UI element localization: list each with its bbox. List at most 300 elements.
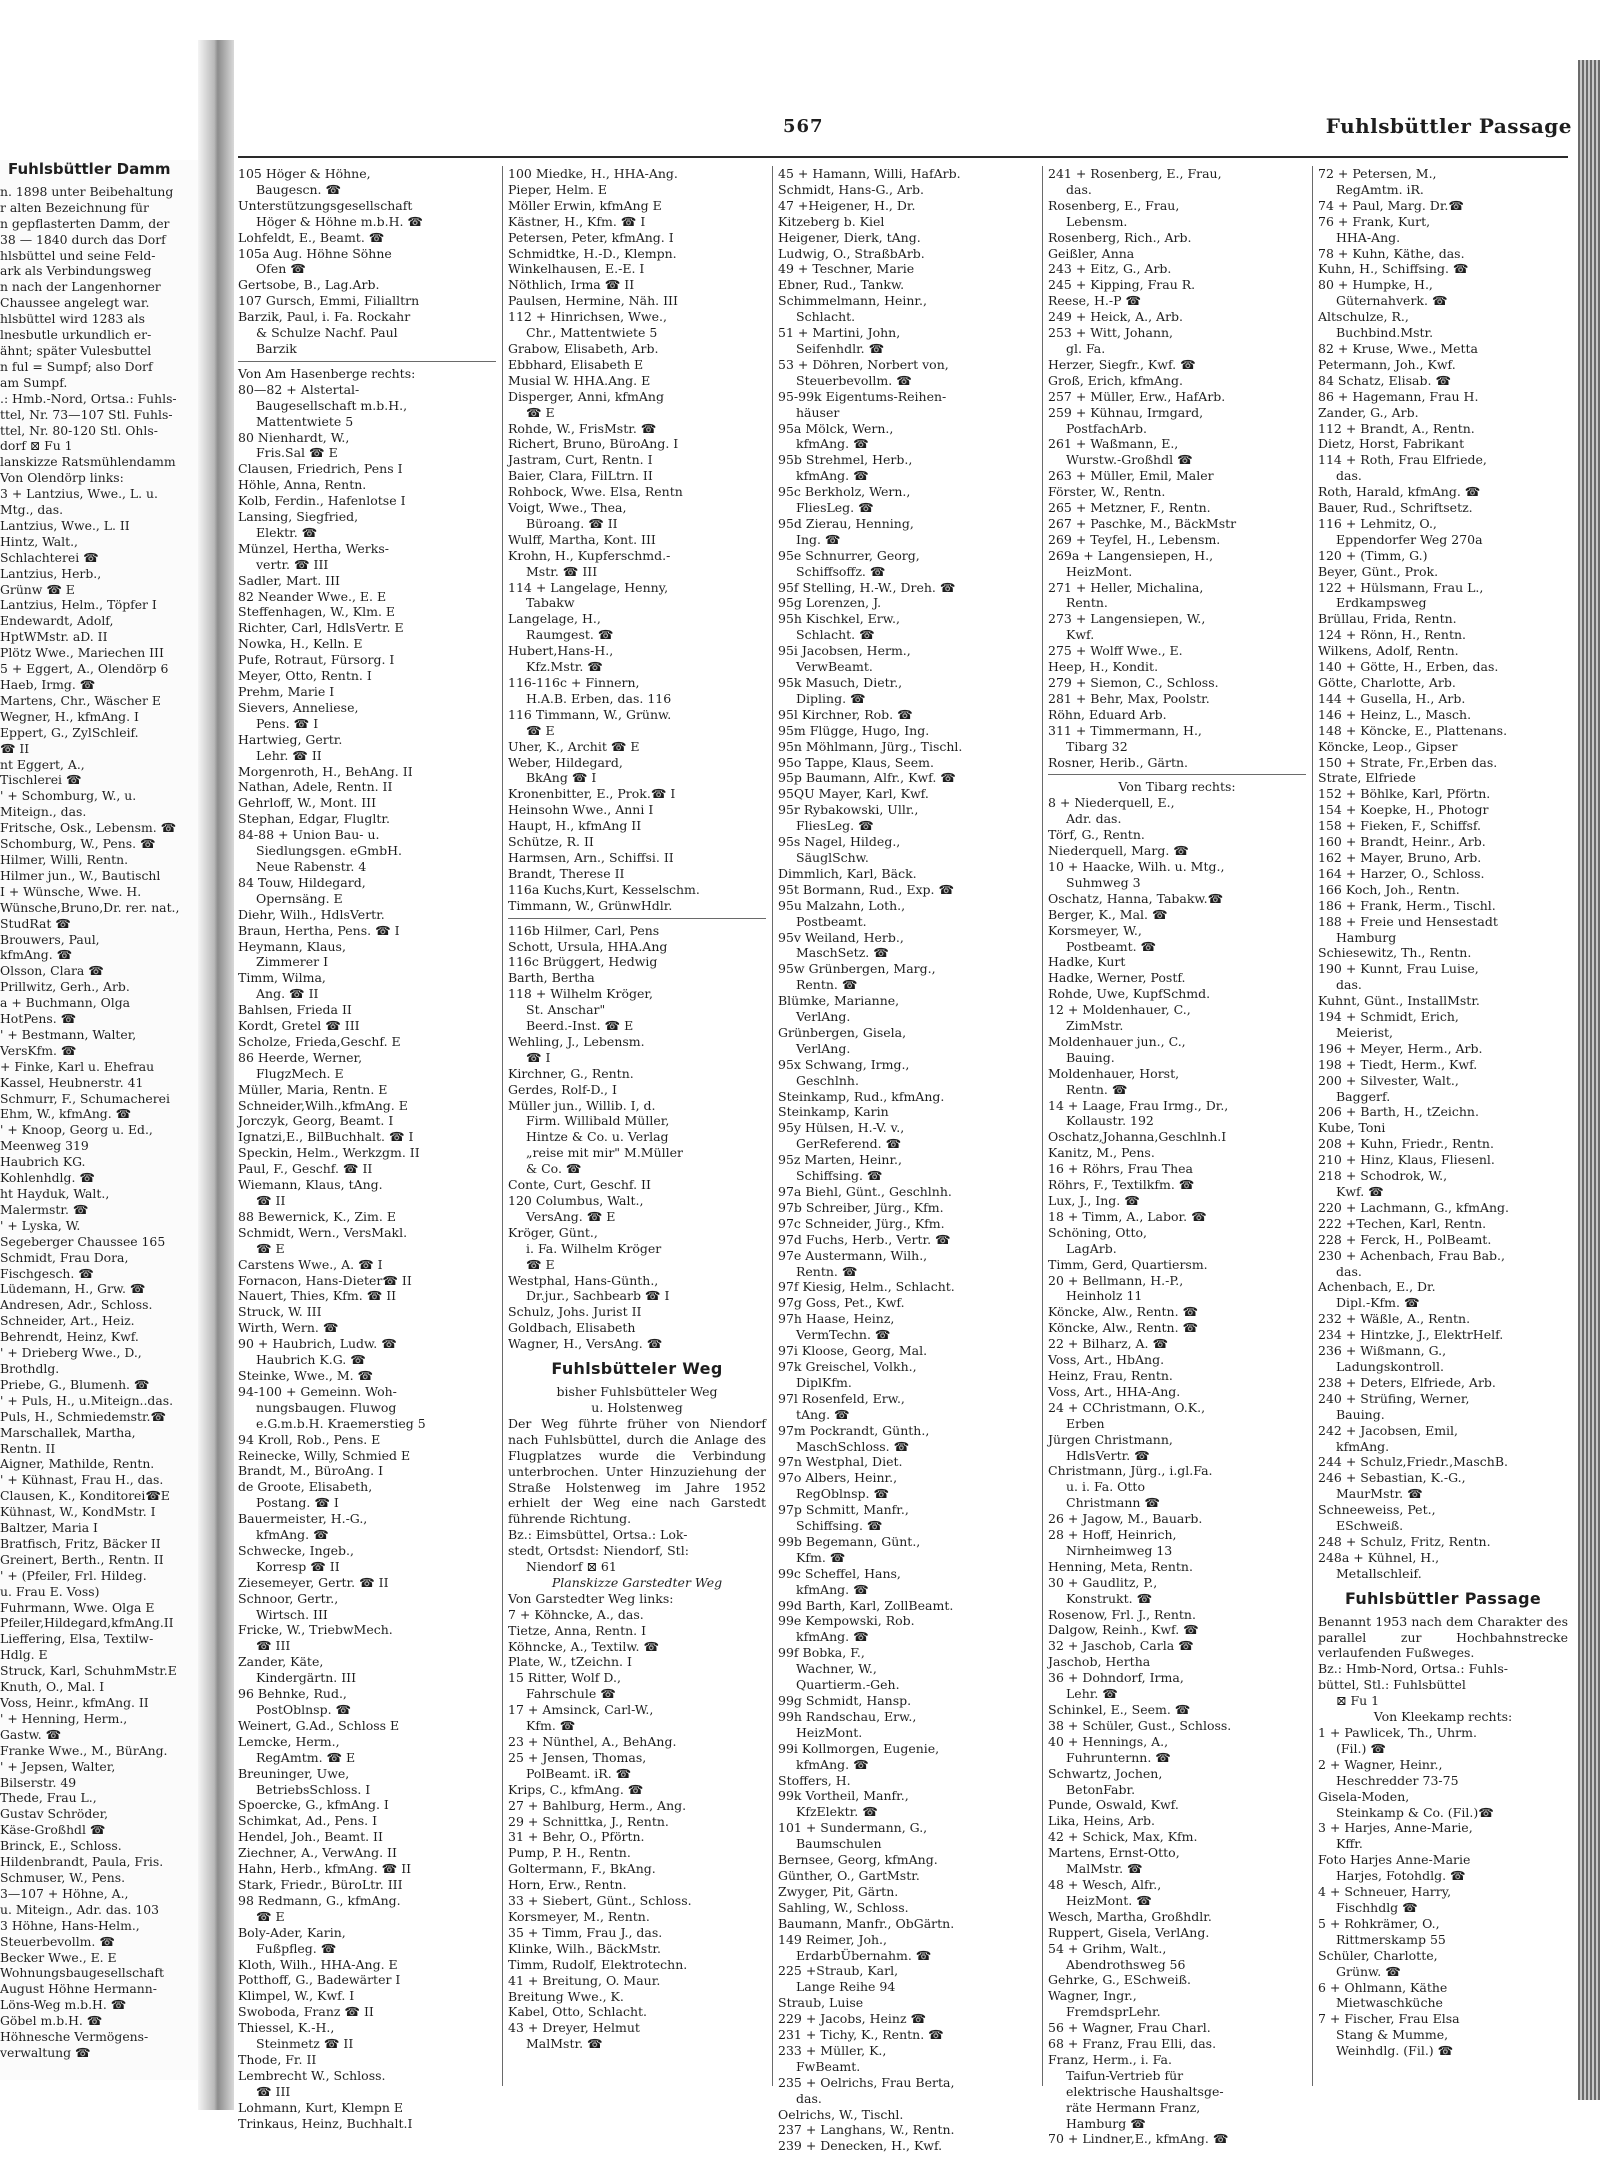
directory-entry-line: 88 Bewernick, K., Zim. E [238,1208,396,1224]
directory-entry-line: 243 + Eitz, G., Arb. [1048,261,1172,277]
directory-entry-line: 236 + Wißmann, G., [1318,1343,1447,1359]
entry-continuation-line: Güternahverk. ☎ [1336,293,1448,309]
directory-entry-line: Voss, Art., HbAng. [1048,1352,1165,1368]
entry-continuation-line: Wachner, W., [796,1661,877,1677]
left-entry-line: Gastw. ☎ [0,1726,62,1742]
directory-entry-line: Dalgow, Reinh., Kwf. ☎ [1048,1622,1199,1638]
directory-entry-line: 122 + Hülsmann, Frau L., [1318,579,1484,595]
entry-continuation-line: Höger & Höhne m.b.H. ☎ [256,213,423,229]
left-entry-line: n ful = Sumpf; also Dorf [0,358,153,374]
directory-entry-line: 152 + Böhlke, Karl, Pförtn. [1318,786,1491,802]
directory-entry-line: Wehling, J., Lebensm. [508,1033,645,1049]
directory-entry-line: 97c Schneider, Jürg., Kfm. [778,1215,945,1231]
directory-entry-line: 246 + Sebastian, K.-G., [1318,1470,1466,1486]
entry-continuation-line: Buchbind.Mstr. [1336,325,1434,341]
entry-continuation-line: St. Anschar" [526,1002,606,1018]
directory-entry-line: Reinecke, Willy, Schmied E [238,1447,411,1463]
directory-entry-line: 120 + (Timm, G.) [1318,547,1428,563]
directory-entry-line: Fornacon, Hans-Dieter☎ II [238,1272,412,1288]
entry-continuation-line: Lehr. ☎ [1066,1686,1118,1702]
directory-entry-line: 12 + Moldenhauer, C., [1048,1002,1191,1018]
directory-entry-line: 188 + Freie und Hensestadt [1318,913,1498,929]
entry-continuation-line: HdlsVertr. ☎ [1066,1447,1150,1463]
directory-entry-line: Rosenow, Frl. J., Rentn. [1048,1606,1196,1622]
directory-entry-line: Harmsen, Arn., Schiffsi. II [508,849,674,865]
entry-continuation-line: Opernsäng. E [256,890,343,906]
left-entry-line: + Finke, Karl u. Ehefrau [0,1058,155,1074]
directory-entry-line: Ziesemeyer, Gertr. ☎ II [238,1574,389,1590]
directory-entry-line: 80 + Humpke, H., [1318,277,1433,293]
directory-entry-line: 244 + Schulz,Friedr.,MaschB. [1318,1454,1508,1470]
directory-entry-line: Braun, Hertha, Pens. ☎ I [238,922,400,938]
directory-entry-line: 95f Stelling, H.-W., Dreh. ☎ [778,579,956,595]
directory-entry-line: Spoercke, G., kfmAng. I [238,1797,389,1813]
directory-entry-line: 95k Masuch, Dietr., [778,675,903,690]
entry-continuation-line: Bauing. [1336,1406,1385,1422]
entry-continuation-line: Schiffsing. ☎ [796,1518,883,1534]
directory-entry-line: Dietz, Horst, Fabrikant [1318,436,1465,452]
directory-entry-line: Petermann, Joh., Kwf. [1318,356,1456,372]
entry-continuation-line: FwBeamt. [796,2058,861,2074]
left-entry-line: u. Miteign., Adr. das. 103 [0,1901,160,1917]
entry-continuation-line: ☎ I [526,1049,551,1065]
directory-entry-line: Müller jun., Willib. I, d. [508,1097,656,1113]
entry-continuation-line: i. Fa. Wilhelm Kröger [526,1240,662,1256]
directory-entry-line: Uher, K., Archit ☎ E [508,738,640,754]
directory-entry-line: Wilkens, Adolf, Rentn. [1318,643,1459,659]
directory-entry-line: Lansing, Siegfried, [238,509,359,525]
directory-entry-line: Zander, Käte, [238,1654,324,1670]
left-entry-line: Miteign., das. [0,804,87,820]
entry-continuation-line: VermTechn. ☎ [796,1327,891,1343]
left-entry-line: Clausen, K., Konditorei☎E [0,1488,170,1504]
directory-entry-line: Wesch, Martha, Großhdlr. [1048,1908,1212,1924]
directory-entry-line: 228 + Ferck, H., PolBeamt. [1318,1231,1492,1247]
entry-continuation-line: Ladungskontroll. [1336,1358,1444,1374]
directory-entry-line: 149 Reimer, Joh., [778,1931,887,1947]
directory-entry-line: Franz, Herm., i. Fa. [1048,2051,1172,2067]
directory-entry-line: Heigener, Dierk, tAng. [778,229,921,245]
directory-entry-line: Reese, H.-P ☎ [1048,293,1142,309]
entry-continuation-line: Neue Rabenstr. 4 [256,858,367,874]
directory-entry-line: 7 + Fischer, Frau Elsa [1318,2011,1460,2027]
directory-entry-line: 94-100 + Gemeinn. Woh- [238,1383,397,1399]
entry-continuation-line: Fußpfleg. ☎ [256,1940,337,1956]
directory-entry-line: Groß, Erich, kfmAng. [1048,372,1183,388]
entry-continuation-line: Fischhdlg ☎ [1336,1899,1418,1915]
directory-entry-line: Jürgen Christmann, [1048,1431,1173,1447]
entry-continuation-line: Schlacht. [796,309,856,325]
directory-entry-line: 241 + Rosenberg, E., Frau, [1048,166,1222,181]
directory-entry-line: 271 + Heller, Michalina, [1048,579,1204,595]
entry-continuation-line: LagArb. [1066,1240,1117,1256]
directory-entry-line: Schmidt, Hans-G., Arb. [778,181,924,197]
entry-continuation-line: Heinholz 11 [1066,1288,1143,1304]
directory-entry-line: 198 + Tiedt, Herm., Kwf. [1318,1056,1478,1072]
directory-entry-line: 32 + Jaschob, Carla ☎ [1048,1638,1194,1654]
left-entry-line: Hilmer, Willi, Rentn. [0,851,129,867]
entry-continuation-line: Fuhrunternn. ☎ [1066,1749,1171,1765]
directory-entry-line: 95l Kirchner, Rob. ☎ [778,706,913,722]
left-entry-line: Brothdlg. [0,1360,60,1376]
directory-entry-line: Swoboda, Franz ☎ II [238,2004,374,2020]
directory-entry-line: 105 Höger & Höhne, [238,166,371,181]
directory-entry-line: 29 + Schnittka, J., Rentn. [508,1813,669,1829]
directory-entry-line: Musial W. HHA.Ang. E [508,372,651,388]
left-entry-line: Lantzius, Herb., [0,565,102,581]
entry-continuation-line: nungsbaugen. Fluwog [256,1399,397,1415]
entry-continuation-line: Chr., Mattentwiete 5 [526,325,658,341]
left-entry-line: Wünsche,Bruno,Dr. rer. nat., [0,899,180,915]
directory-entry-line: Ignatzi,E., BilBuchhalt. ☎ I [238,1129,414,1145]
entry-continuation-line: VerwBeamt. [796,659,873,675]
directory-entry-line: 249 + Heick, A., Arb. [1048,309,1184,325]
directory-entry-line: 97g Goss, Pet., Kwf. [778,1295,905,1311]
directory-entry-line: Scholze, Frieda,Geschf. E [238,1033,401,1049]
directory-entry-line: 97n Westphal, Diet. [778,1454,903,1470]
left-entry-line: u. Frau E. Voss) [0,1583,100,1599]
entry-continuation-line: Elektr. ☎ [256,524,318,540]
directory-entry-line: 47 +Heigener, H., Dr. [778,197,916,213]
directory-entry-line: 95o Tappe, Klaus, Seem. [778,754,934,770]
directory-entry-line: Sadler, Mart. III [238,572,340,588]
directory-entry-line: Paulsen, Hermine, Näh. III [508,293,678,309]
entry-continuation-line: das. [1336,1263,1362,1279]
directory-entry-line: 222 +Techen, Karl, Rentn. [1318,1215,1487,1231]
entry-continuation-line: Nirnheimweg 13 [1066,1542,1173,1558]
directory-entry-line: Lembrecht W., Schloss. [238,2067,386,2083]
left-entry-line: Lieffering, Elsa, Textilw- [0,1631,154,1647]
entry-continuation-line: Ing. ☎ [796,531,841,547]
left-entry-line: Tischlerei ☎ [0,772,82,788]
left-entry-line: Olsson, Clara ☎ [0,963,104,979]
directory-entry-line: Fricke, W., TriebwMech. [238,1622,393,1638]
left-entry-line: ' + Knoop, Georg u. Ed., [0,1122,153,1138]
directory-entry-line: Voss, Art., HHA-Ang. [1048,1383,1181,1399]
entry-continuation-line: RegAmtm. ☎ E [256,1749,356,1765]
left-entry-line: Schneider, Art., Heiz. [0,1313,135,1329]
left-entry-line: ' + Kühnast, Frau H., das. [0,1472,164,1488]
directory-entry-line: Schiesewitz, Th., Rentn. [1318,945,1472,961]
directory-entry-line: Bernsee, Georg, kfmAng. [778,1852,938,1868]
directory-entry-line: 97l Rosenfeld, Erw., [778,1390,905,1406]
left-entry-line: Lüdemann, H., Grw. ☎ [0,1281,146,1297]
directory-entry-line: 238 + Deters, Elfriede, Arb. [1318,1374,1496,1390]
left-entry-line: Martens, Chr., Wäscher E [0,692,161,708]
directory-entry-line: 95y Hülsen, H.-V. v., [778,1120,905,1136]
directory-entry-line: Foto Harjes Anne-Marie [1318,1852,1471,1868]
directory-entry-line: 114 + Roth, Frau Elfriede, [1318,452,1487,468]
entry-continuation-line: Meierist, [1336,1024,1393,1040]
directory-column-3 [778,166,1036,2154]
directory-entry-line: 200 + Silvester, Walt., [1318,1072,1459,1088]
directory-entry-line: Nowka, H., Kelln. E [238,636,363,652]
directory-entry-line: 23 + Nünthel, A., BehAng. [508,1734,677,1749]
directory-entry-line: 95r Rybakowski, Ullr., [778,802,919,818]
directory-entry-line: Köhncke, A., Textilw. ☎ [508,1638,660,1654]
left-entry-line: August Höhne Hermann- [0,1981,157,1997]
directory-entry-line: 95i Jacobsen, Herm., [778,643,911,659]
entry-continuation-line: Kollaustr. 192 [1066,1113,1154,1129]
directory-entry-line: 82 + Kruse, Wwe., Metta [1318,340,1479,356]
entry-continuation-line: PolBeamt. iR. ☎ [526,1765,632,1781]
entry-continuation-line: Dipling. ☎ [796,690,866,706]
entry-continuation-line: Kfz.Mstr. ☎ [526,659,603,675]
entry-continuation-line: ☎ E [256,1240,285,1256]
left-entry-line: kfmAng. ☎ [0,947,73,963]
entry-continuation-line: ☎ E [526,1256,555,1272]
directory-entry-line: 237 + Langhans, W., Rentn. [778,2122,955,2138]
directory-entry-line: Schinkel, E., Seem. ☎ [1048,1702,1191,1717]
directory-entry-line: Korsmeyer, W., [1048,922,1142,938]
directory-entry-line: Timm, Gerd, Quartiersm. [1048,1256,1208,1272]
directory-entry-line: 248 + Schulz, Fritz, Rentn. [1318,1533,1491,1549]
directory-entry-line: Kanitz, M., Pens. [1048,1145,1155,1161]
directory-entry-line: 5 + Rohkrämer, O., [1318,1915,1440,1931]
directory-entry-line: 95a Mölck, Wern., [778,420,894,436]
running-header [238,114,1578,154]
directory-entry-line: 101 + Sundermann, G., [778,1820,928,1836]
left-entry-line: Segeberger Chaussee 165 [0,1233,166,1249]
directory-entry-line: 112 + Hinrichsen, Wwe., [508,309,667,325]
entry-continuation-line: kfmAng. ☎ [796,1756,869,1772]
entry-continuation-line: HeizMont. [796,1724,863,1740]
directory-entry-line: 42 + Schick, Max, Kfm. [1048,1829,1198,1845]
directory-entry-line: Günther, O., GartMstr. [778,1867,920,1883]
entry-continuation-line: PostOblnsp. ☎ [256,1702,352,1717]
entry-continuation-line: KfzElektr. ☎ [796,1804,878,1820]
entry-continuation-line: gl. Fa. [1066,340,1106,356]
entry-continuation-line: VersAng. ☎ E [526,1208,616,1224]
directory-entry-line: Beyer, Günt., Prok. [1318,563,1439,579]
directory-entry-line: Westphal, Hans-Günth., [508,1272,659,1288]
entry-continuation-line: ESchweiß. [1336,1518,1404,1534]
directory-entry-line: 95m Flügge, Hugo, Ing. [778,722,930,738]
directory-entry-line: Ziechner, A., VerwAng. II [238,1845,397,1861]
directory-entry-line: 94 Kroll, Rob., Pens. E [238,1431,381,1447]
left-entry-line: StudRat ☎ [0,915,71,931]
directory-entry-line: Wirth, Wern. ☎ [238,1320,339,1336]
directory-entry-line: Dimmlich, Karl, Bäck. [778,865,917,881]
left-entry-line: Chaussee angelegt war. [0,295,150,311]
left-entry-line: Voss, Heinr., kfmAng. II [0,1695,149,1710]
entry-continuation-line: Hamburg [1336,929,1397,945]
directory-entry-line: 99d Barth, Karl, ZollBeamt. [778,1597,954,1613]
directory-entry-line: 97f Kiesig, Helm., Schlacht. [778,1279,955,1295]
directory-entry-line: Baumann, Manfr., ObGärtn. [778,1915,955,1931]
left-entry-line: Schlachterei ☎ [0,549,99,565]
directory-entry-line: 96 Behnke, Rud., [238,1686,347,1702]
entry-continuation-line: Kwf. [1066,627,1095,643]
entry-continuation-line: Seifenhdlr. ☎ [796,340,885,356]
directory-entry-line: 232 + Wäßle, A., Rentn. [1318,1311,1471,1327]
entry-continuation-line: FremdsprLehr. [1066,2004,1161,2020]
entry-continuation-line: das. [1336,977,1362,993]
directory-entry-line: 95n Möhlmann, Jürg., Tischl. [778,738,963,754]
left-entry-line: ' + Lyska, W. [0,1217,81,1233]
directory-entry-line: 98 Redmann, G., kfmAng. [238,1892,401,1908]
entry-continuation-line: Ofen ☎ [256,261,306,277]
entry-continuation-line: Pens. ☎ I [256,715,319,731]
directory-entry-line: Boly-Ader, Karin, [238,1924,346,1940]
directory-entry-line: Hendel, Joh., Beamt. II [238,1829,383,1845]
directory-entry-line: 40 + Hennings, A., [1048,1733,1169,1749]
entry-continuation-line: ☎ E [526,722,555,738]
directory-entry-line: 97p Schmitt, Manfr., [778,1502,909,1518]
directory-entry-line: Kästner, H., Kfm. ☎ I [508,213,646,229]
directory-entry-line: 99c Scheffel, Hans, [778,1565,901,1581]
entry-continuation-line: Eppendorfer Weg 270a [1336,531,1483,547]
entry-continuation-line: Mstr. ☎ III [526,563,598,579]
directory-entry-line: 144 + Gusella, H., Arb. [1318,690,1466,706]
directory-entry-line: Stephan, Edgar, Flugltr. [238,811,390,827]
section-rule [1048,774,1306,775]
directory-entry-line: Herzer, Siegfr., Kwf. ☎ [1048,356,1196,372]
directory-entry-line: 257 + Müller, Erw., HafArb. [1048,388,1226,404]
entry-continuation-line: ☎ III [256,1638,291,1654]
entry-continuation-line: Firm. Willibald Müller, [526,1113,670,1129]
right-page [238,100,1578,2154]
entry-continuation-line: Fahrschule ☎ [526,1686,616,1702]
directory-entry-line: 166 Koch, Joh., Rentn. [1318,881,1460,897]
left-entry-line: .: Hmb.-Nord, Ortsa.: Fuhls- [0,390,177,406]
entry-continuation-line: Mattentwiete 5 [256,413,354,429]
directory-entry-line: Rohde, Uwe, KupfSchmd. [1048,986,1211,1002]
directory-entry-line: 194 + Schmidt, Erich, [1318,1009,1459,1025]
directory-entry-line: 36 + Dohndorf, Irma, [1048,1670,1184,1686]
directory-entry-line: 51 + Martini, John, [778,325,901,341]
entry-continuation-line: FliesLeg. ☎ [796,818,874,834]
directory-entry-line: 154 + Koepke, H., Photogr [1318,802,1489,818]
left-entry-line: Käse-Großhdl ☎ [0,1822,106,1838]
left-entry-line: I + Wünsche, Wwe. H. [0,883,142,899]
directory-entry-line: Disperger, Anni, kfmAng [508,388,664,404]
directory-entry-line: 14 + Laage, Frau Irmg., Dr., [1048,1097,1229,1113]
left-entry-line: Schmurr, F., Schumacherei [0,1090,170,1106]
street-heading: Fuhlsbüttler Passage [1344,1588,1542,1608]
entry-continuation-line: kfmAng. ☎ [796,1581,869,1597]
directory-entry-line: 49 + Teschner, Marie [778,261,915,277]
entry-continuation-line: (Fil.) ☎ [1336,1740,1386,1756]
directory-entry-line: Brandt, Therese II [508,865,625,881]
left-entry-line: Ehm, W., kfmAng. ☎ [0,1106,132,1122]
entry-continuation-line: Rittmerskamp 55 [1336,1931,1446,1947]
directory-entry-line: Goltermann, F., BkAng. [508,1861,656,1877]
entry-continuation-line: Schlacht. ☎ [796,627,875,643]
directory-entry-line: 160 + Brandt, Heinr., Arb. [1318,834,1486,850]
directory-entry-line: 116c Brüggert, Hedwig [508,954,658,970]
entry-continuation-line: MalMstr. ☎ [526,2036,603,2052]
directory-entry-line: Timmann, W., GrünwHdlr. [508,897,673,913]
directory-entry-line: 150 + Strate, Fr.,Erben das. [1318,754,1498,770]
column-divider [502,166,503,2086]
directory-entry-line: Blümke, Marianne, [778,993,900,1009]
directory-entry-line: 116-116c + Finnern, [508,675,640,690]
directory-entry-line: 124 + Rönn, H., Rentn. [1318,627,1466,643]
directory-entry-line: Schott, Ursula, HHA.Ang [508,938,668,954]
directory-entry-line: 269 + Teyfel, H., Lebensm. [1048,531,1221,547]
left-entry-line: Wegner, H., kfmAng. I [0,708,139,724]
left-entry-line: Haeb, Irmg. ☎ [0,677,96,692]
entry-continuation-line: & Co. ☎ [526,1161,582,1177]
directory-entry-line: Lux, J., Ing. ☎ [1048,1193,1140,1208]
directory-entry-line: 190 + Kunnt, Frau Luise, [1318,961,1479,977]
directory-entry-line: Röhrs, F., Textilkfm. ☎ [1048,1177,1195,1193]
directory-entry-line: 2 + Wagner, Heinr., [1318,1756,1443,1772]
entry-continuation-line: ZimMstr. [1066,1018,1124,1034]
directory-entry-line: Geißler, Anna [1048,245,1135,261]
running-title: Fuhlsbüttler Passage [1325,114,1572,138]
entry-continuation-line: RegAmtm. iR. [1336,181,1424,197]
directory-entry-line: Jaschob, Hertha [1048,1654,1151,1670]
left-entry-line: Andresen, Adr., Schloss. [0,1297,153,1313]
directory-entry-line: Heinz, Frau, Rentn. [1048,1367,1173,1383]
directory-entry-line: Diehr, Wilh., HdlsVertr. [238,906,385,922]
directory-entry-line: 8 + Niederquell, E., [1048,795,1175,811]
entry-continuation-line: ErdarbÜbernahm. ☎ [796,1947,932,1963]
left-page-fragment [0,160,200,2080]
directory-entry-line: 95c Berkholz, Wern., [778,484,911,500]
left-entry-line: Schmuser, W., Pens. [0,1869,126,1885]
directory-entry-line: 95d Zierau, Henning, [778,515,914,531]
column-divider [1042,166,1043,2086]
directory-entry-line: 95QU Mayer, Karl, Kwf. [778,786,929,802]
directory-entry-line: büttel, Stl.: Fuhlsbüttel [1318,1677,1466,1693]
entry-continuation-line: VerlAng. [796,1009,851,1025]
directory-entry-line: 41 + Breitung, O. Maur. [508,1972,661,1988]
directory-entry-line: 107 Gursch, Emmi, Filialltrn [238,293,420,309]
left-entry-line: Wohnungsbaugesellschaft [0,1965,164,1981]
directory-entry-line: 116a Kuchs,Kurt, Kesselschm. [508,881,700,897]
directory-entry-line: Haupt, H., kfmAng II [508,818,642,834]
directory-entry-line: Breuninger, Uwe, [238,1765,350,1781]
left-entry-line: Hdlg. E [0,1647,48,1663]
directory-entry-line: Förster, W., Rentn. [1048,484,1166,500]
directory-entry-line: Pieper, Helm. E [508,181,607,197]
directory-entry-line: Gerdes, Rolf-D., I [508,1081,617,1097]
directory-entry-line: 231 + Tichy, K., Rentn. ☎ [778,2027,944,2043]
left-entry-line: hlsbüttel und seine Feld- [0,247,156,263]
entry-continuation-line: Rentn. ☎ [1066,1081,1128,1097]
left-entry-line: Fritsche, Osk., Lebensm. ☎ [0,820,177,836]
entry-continuation-line: ☎ E [256,1908,285,1924]
directory-entry-line: 1 + Pawlicek, Th., Uhrm. [1318,1725,1477,1740]
left-entry-line: Meenweg 319 [0,1138,89,1154]
directory-entry-line: 233 + Müller, K., [778,2042,887,2058]
directory-entry-line: Höhle, Anna, Rentn. [238,477,367,493]
directory-entry-line: Morgenroth, H., BehAng. II [238,763,413,779]
directory-entry-line: 208 + Kuhn, Friedr., Rentn. [1318,1136,1494,1152]
directory-entry-line: 116b Hilmer, Carl, Pens [508,922,660,938]
directory-entry-line: Kronenbitter, E., Prok.☎ I [508,786,676,802]
entry-continuation-line: Kfm. ☎ [796,1549,846,1565]
section-subheading: bisher Fuhlsbütteler Weg [556,1384,718,1400]
section-rule [238,361,496,362]
directory-entry-line: Schmidt, Wern., VersMakl. [238,1224,408,1240]
directory-entry-line: 164 + Harzer, O., Schloss. [1318,865,1485,881]
left-entry-line: 3—107 + Höhne, A., [0,1885,129,1901]
directory-entry-line: Kirchner, G., Rentn. [508,1065,634,1081]
entry-continuation-line: Kfm. ☎ [526,1718,576,1734]
directory-entry-line: Köncke, Leop., Gipser [1318,738,1458,754]
entry-continuation-line: Steuerbevollm. ☎ [796,372,912,388]
directory-entry-line: Steinke, Wwe., M. ☎ [238,1367,374,1383]
directory-entry-line: 25 + Jensen, Thomas, [508,1749,647,1765]
left-entry-line: Brinck, E., Schloss. [0,1838,122,1854]
directory-entry-line: 97d Fuchs, Herb., Vertr. ☎ [778,1231,951,1247]
directory-columns [238,166,1578,2154]
directory-entry-line: 10 + Haacke, Wilh. u. Mtg., [1048,858,1225,874]
